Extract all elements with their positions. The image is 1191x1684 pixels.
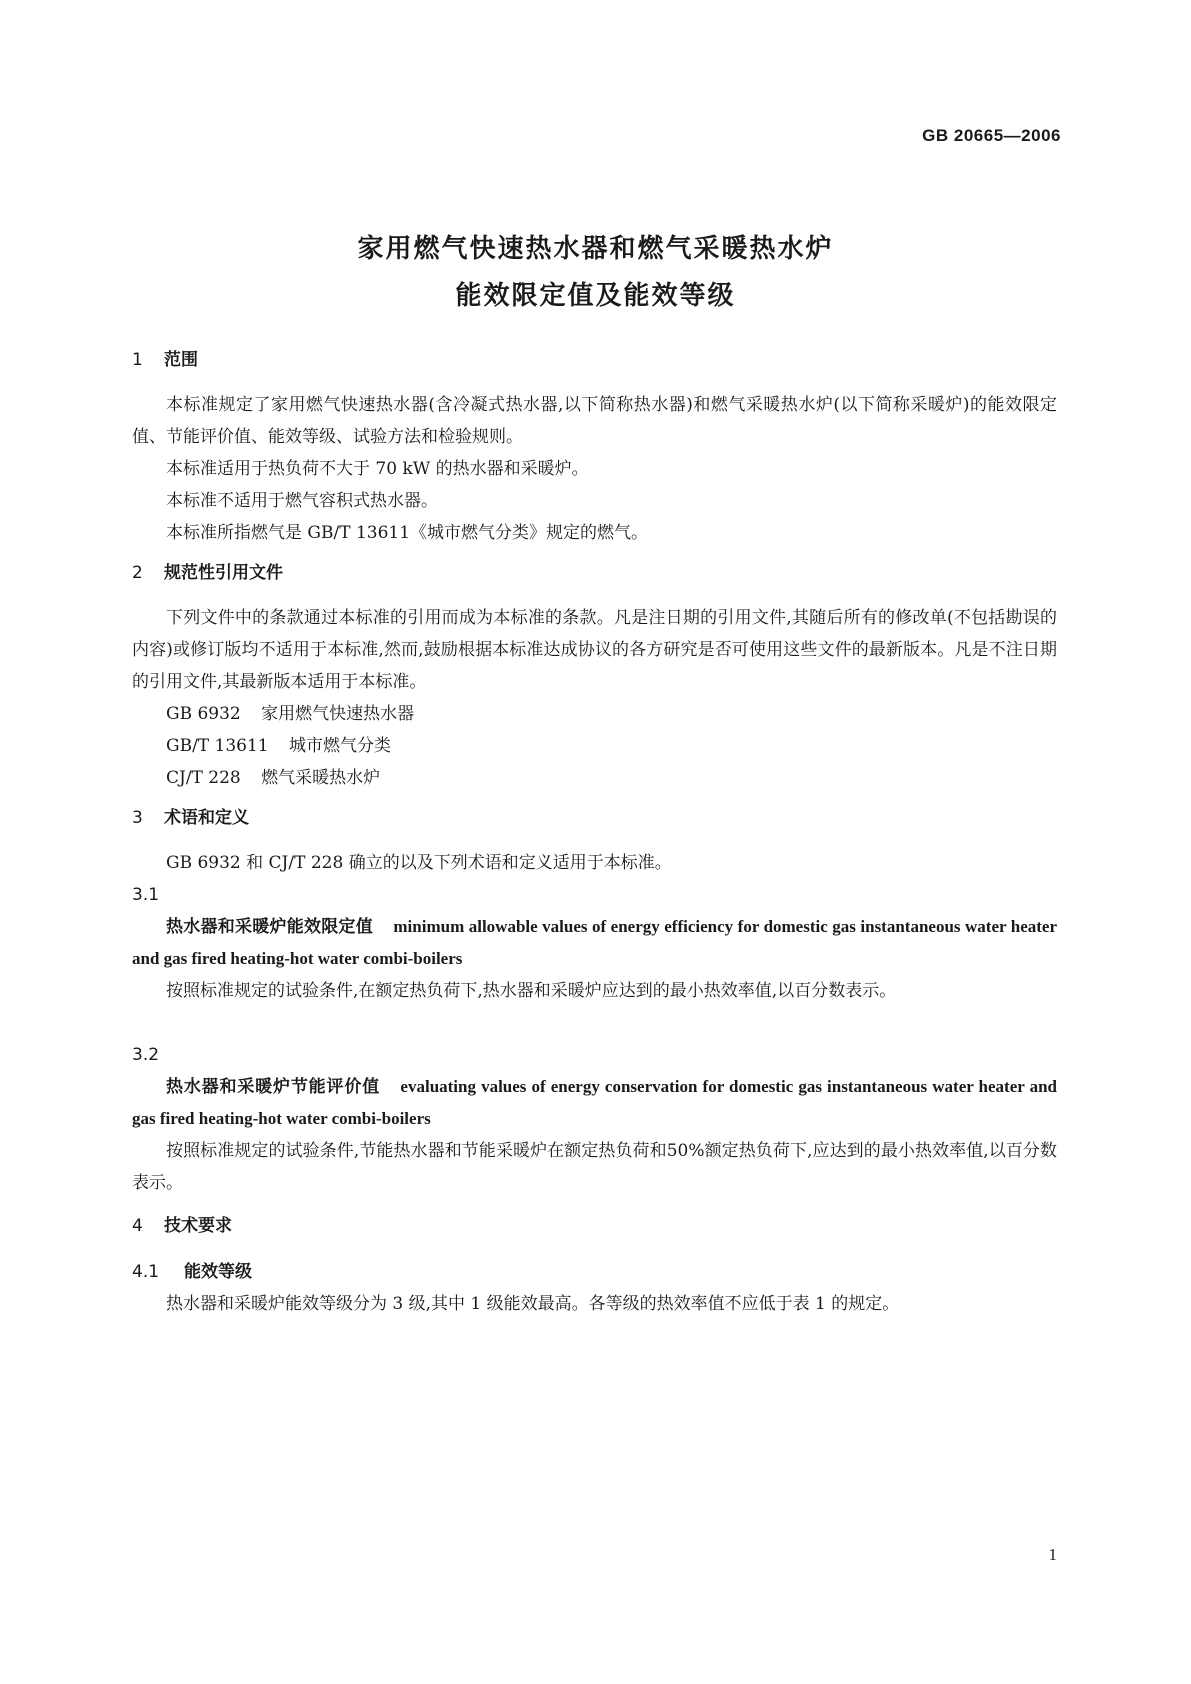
term-number: 3.2 <box>132 1045 160 1065</box>
reference-code: GB/T 13611 <box>166 736 269 756</box>
term-entry <box>132 911 1057 975</box>
document-title-line-1: 家用燃气快速热水器和燃气采暖热水炉 <box>357 234 834 264</box>
term-english: evaluating values of energy conservation for domestic gas instantaneous water heater and gas fired heating-hot water combi-boilers <box>132 1077 1057 1128</box>
reference-item <box>132 698 1091 730</box>
subsection-title: 能效等级 <box>184 1262 252 1282</box>
subsection-number: 4.1 <box>132 1262 160 1282</box>
section-number: 1 <box>132 350 143 370</box>
page-number: 1 <box>1048 1545 1057 1564</box>
section-number: 4 <box>132 1216 143 1236</box>
term-chinese: 热水器和采暖炉节能评价值 <box>166 1077 381 1097</box>
paragraph: 本标准所指燃气是 GB/T 13611《城市燃气分类》规定的燃气。 <box>166 523 649 543</box>
standard-number: GB 20665—2006 <box>922 126 1061 145</box>
reference-code: GB 6932 <box>166 704 241 724</box>
section-number: 2 <box>132 563 143 583</box>
section-title: 技术要求 <box>164 1216 232 1236</box>
term-entry <box>132 1071 1057 1135</box>
section-1-heading <box>132 344 1057 376</box>
section-title: 范围 <box>164 350 198 370</box>
section-title: 术语和定义 <box>164 808 249 828</box>
document-title-line-2: 能效限定值及能效等级 <box>455 281 736 311</box>
section-4-heading <box>132 1210 1057 1242</box>
section-3-heading <box>132 802 1057 834</box>
term-chinese: 热水器和采暖炉能效限定值 <box>166 917 373 937</box>
paragraph: 热水器和采暖炉能效等级分为 3 级,其中 1 级能效最高。各等级的热效率值不应低于表 1 的规定。 <box>166 1294 900 1314</box>
term-english: minimum allowable values of energy efficiency for domestic gas instantaneous water heater and gas fired heating-hot water combi-boilers <box>132 917 1057 968</box>
reference-item <box>132 762 1091 794</box>
reference-name: 燃气采暖热水炉 <box>261 768 381 788</box>
section-2-heading <box>132 557 1057 589</box>
term-definition: 按照标准规定的试验条件,在额定热负荷下,热水器和采暖炉应达到的最小热效率值,以百分数表示。 <box>166 981 897 1001</box>
reference-code: CJ/T 228 <box>166 768 241 788</box>
reference-name: 城市燃气分类 <box>289 736 392 756</box>
paragraph: 本标准适用于热负荷不大于 70 kW 的热水器和采暖炉。 <box>166 459 589 479</box>
section-title: 规范性引用文件 <box>164 563 283 583</box>
paragraph: 本标准规定了家用燃气快速热水器(含冷凝式热水器,以下简称热水器)和燃气采暖热水炉(以下简称采暖炉)的能效限定值、节能评价值、能效等级、试验方法和检验规则。 <box>132 395 1057 447</box>
reference-item <box>132 730 1091 762</box>
term-definition: 按照标准规定的试验条件,节能热水器和节能采暖炉在额定热负荷和50%额定热负荷下,应达到的最小热效率值,以百分数表示。 <box>132 1141 1057 1193</box>
subsection-4-1-heading <box>132 1256 1057 1288</box>
reference-name: 家用燃气快速热水器 <box>261 704 415 724</box>
section-number: 3 <box>132 808 143 828</box>
paragraph: 下列文件中的条款通过本标准的引用而成为本标准的条款。凡是注日期的引用文件,其随后所有的修改单(不包括勘误的内容)或修订版均不适用于本标准,然而,鼓励根据本标准达成协议的各方研究是否可使用这些文件的最新版本。凡是不注日期的引用文件,其最新版本适用于本标准。 <box>132 608 1057 692</box>
term-number: 3.1 <box>132 885 160 905</box>
paragraph: GB 6932 和 CJ/T 228 确立的以及下列术语和定义适用于本标准。 <box>166 853 672 873</box>
paragraph: 本标准不适用于燃气容积式热水器。 <box>166 491 438 511</box>
